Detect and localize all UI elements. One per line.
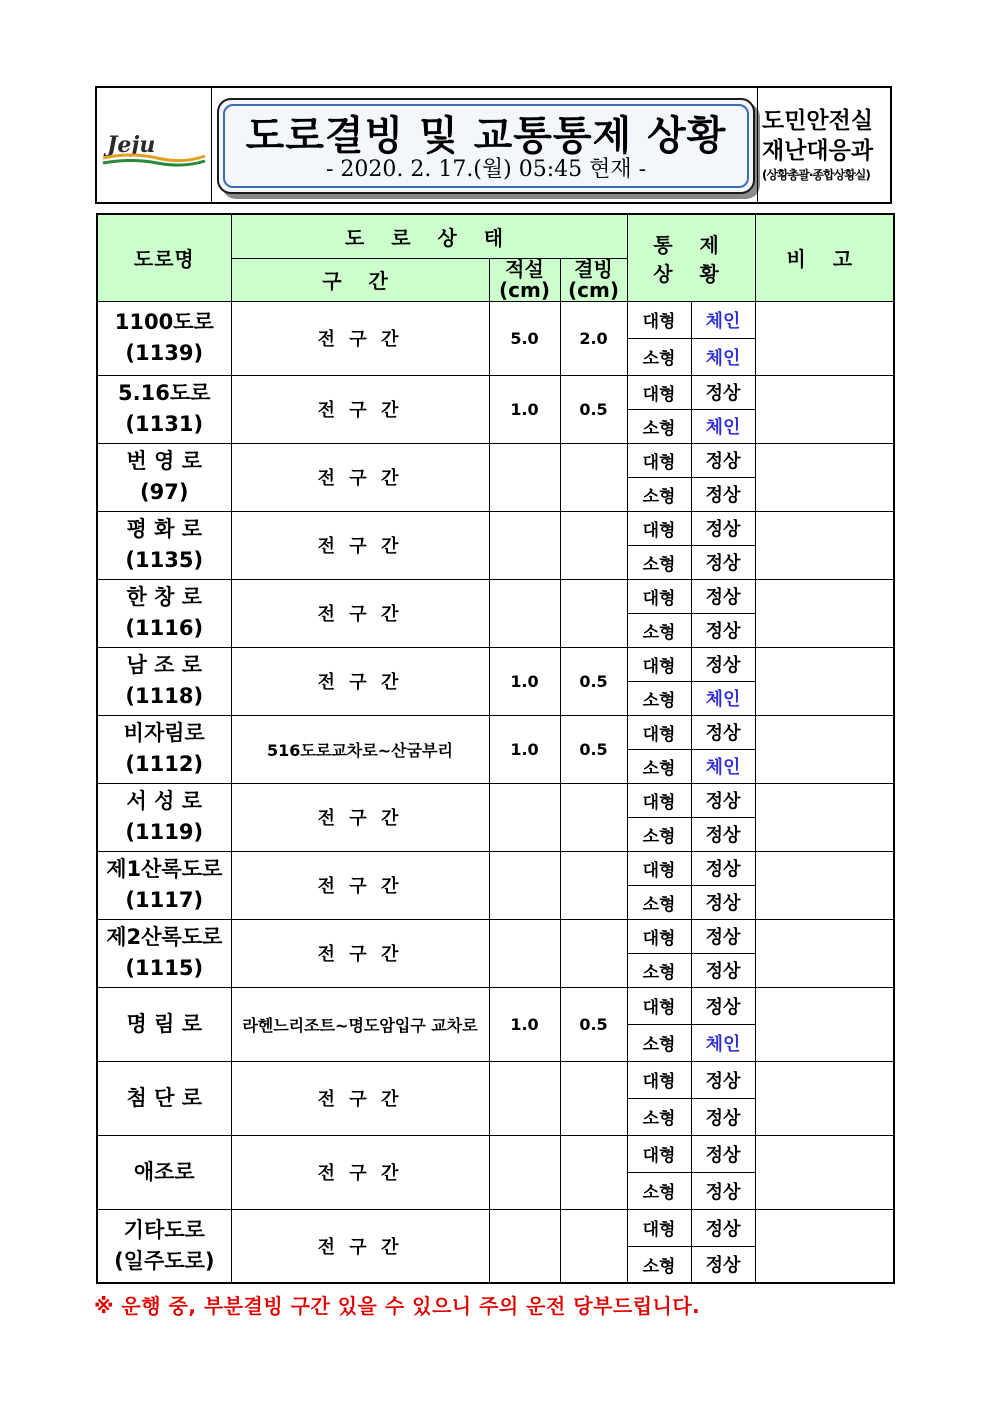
vehicle-type-large: 대형 [627, 987, 691, 1024]
road-name: 한 창 로 [126, 585, 202, 609]
table-row [97, 919, 894, 953]
road-name-cell [97, 1209, 231, 1283]
road-code: (1131) [125, 412, 204, 436]
vehicle-type-large: 대형 [627, 443, 691, 477]
remarks-cell [755, 375, 894, 443]
road-code: (1112) [125, 752, 204, 776]
vehicle-type-small: 소형 [627, 1246, 691, 1283]
section-cell: 516도로교차로~산굼부리 [231, 715, 489, 783]
section-cell: 전 구 간 [231, 783, 489, 851]
remarks-cell [755, 443, 894, 511]
status-large: 체인 [691, 301, 755, 338]
status-small: 체인 [691, 681, 755, 715]
vehicle-type-large: 대형 [627, 1135, 691, 1172]
road-name-cell [97, 375, 231, 443]
header-road-status: 도 로 상 태 [231, 214, 627, 258]
table-row [97, 715, 894, 749]
road-code: (97) [140, 480, 189, 504]
vehicle-type-small: 소형 [627, 545, 691, 579]
header-remarks: 비 고 [755, 214, 894, 301]
status-large: 정상 [691, 375, 755, 409]
section-cell: 전 구 간 [231, 579, 489, 647]
road-name: 비자림로 [123, 721, 205, 745]
vehicle-type-large: 대형 [627, 1209, 691, 1246]
status-small: 체인 [691, 1024, 755, 1061]
status-large: 정상 [691, 783, 755, 817]
remarks-cell [755, 511, 894, 579]
remarks-cell [755, 301, 894, 375]
status-small: 체인 [691, 338, 755, 375]
status-small: 정상 [691, 545, 755, 579]
section-cell: 전 구 간 [231, 851, 489, 919]
road-name: 남 조 로 [126, 653, 202, 677]
vehicle-type-small: 소형 [627, 409, 691, 443]
snow-cm-cell: 5.0 [489, 301, 560, 375]
remarks-cell [755, 1061, 894, 1135]
section-cell: 전 구 간 [231, 1061, 489, 1135]
ice-cm-cell: 0.5 [560, 375, 627, 443]
road-name-cell [97, 987, 231, 1061]
section-cell: 전 구 간 [231, 375, 489, 443]
vehicle-type-small: 소형 [627, 338, 691, 375]
status-large: 정상 [691, 647, 755, 681]
svg-text:Jeju: Jeju [107, 132, 156, 158]
table-row [97, 1135, 894, 1172]
road-name: 기타도로 [123, 1217, 205, 1242]
road-status-body [97, 301, 894, 1283]
header-ice [560, 258, 627, 301]
vehicle-type-large: 대형 [627, 919, 691, 953]
road-code: (1139) [125, 341, 204, 365]
snow-cm-cell: 1.0 [489, 715, 560, 783]
table-row [97, 375, 894, 409]
caution-notice: ※ 운행 중, 부분결빙 구간 있을 수 있으니 주의 운전 당부드립니다. [94, 1294, 701, 1318]
ice-cm-cell: 2.0 [560, 301, 627, 375]
ice-cm-cell: 0.5 [560, 715, 627, 783]
table-row [97, 443, 894, 477]
table-row [97, 1061, 894, 1098]
road-name-cell [97, 579, 231, 647]
road-code: (1118) [125, 684, 204, 708]
department-line-3: (상황총괄·종합상황실) [762, 168, 870, 182]
snow-cm-cell [489, 783, 560, 851]
road-code: (1116) [125, 616, 204, 640]
vehicle-type-large: 대형 [627, 511, 691, 545]
ice-cm-cell [560, 579, 627, 647]
vehicle-type-small: 소형 [627, 1172, 691, 1209]
road-code: (일주도로) [114, 1248, 215, 1273]
status-large: 정상 [691, 715, 755, 749]
road-name-cell [97, 301, 231, 375]
section-cell: 전 구 간 [231, 443, 489, 511]
vehicle-type-small: 소형 [627, 817, 691, 851]
section-cell: 전 구 간 [231, 301, 489, 375]
ice-cm-cell [560, 511, 627, 579]
status-small: 정상 [691, 885, 755, 919]
remarks-cell [755, 647, 894, 715]
table-row [97, 783, 894, 817]
snow-cm-cell [489, 1209, 560, 1283]
vehicle-type-large: 대형 [627, 851, 691, 885]
vehicle-type-small: 소형 [627, 1098, 691, 1135]
status-large: 정상 [691, 443, 755, 477]
snow-cm-cell: 1.0 [489, 987, 560, 1061]
header-ice-label: 결빙 [574, 256, 613, 281]
status-small: 정상 [691, 953, 755, 987]
header-snow-label: 적설 [505, 256, 544, 281]
status-large: 정상 [691, 851, 755, 885]
status-large: 정상 [691, 1135, 755, 1172]
department-line-2: 재난대응과 [762, 138, 874, 164]
snow-cm-cell [489, 1135, 560, 1209]
header-snow-unit: (cm) [499, 277, 550, 302]
header-snow [489, 258, 560, 301]
road-code: (1119) [125, 820, 204, 844]
snow-cm-cell [489, 851, 560, 919]
ice-cm-cell: 0.5 [560, 987, 627, 1061]
section-cell: 전 구 간 [231, 919, 489, 987]
status-small: 정상 [691, 1172, 755, 1209]
road-name: 첨 단 로 [126, 1085, 202, 1110]
road-code: (1115) [125, 956, 204, 980]
header-ice-unit: (cm) [568, 277, 619, 302]
road-name-cell [97, 511, 231, 579]
ice-cm-cell [560, 851, 627, 919]
section-cell: 전 구 간 [231, 511, 489, 579]
road-name: 1100도로 [114, 310, 214, 334]
snow-cm-cell [489, 511, 560, 579]
status-large: 정상 [691, 511, 755, 545]
snow-cm-cell [489, 1061, 560, 1135]
road-name: 번 영 로 [126, 449, 202, 473]
section-cell: 전 구 간 [231, 1209, 489, 1283]
logo-cell [97, 88, 212, 202]
road-name: 서 성 로 [126, 789, 202, 813]
road-name-cell [97, 647, 231, 715]
table-row [97, 1209, 894, 1246]
vehicle-type-large: 대형 [627, 647, 691, 681]
vehicle-type-small: 소형 [627, 681, 691, 715]
snow-cm-cell: 1.0 [489, 647, 560, 715]
road-code: (1135) [125, 548, 204, 572]
status-small: 정상 [691, 477, 755, 511]
department-cell [757, 88, 890, 202]
ice-cm-cell [560, 1209, 627, 1283]
vehicle-type-small: 소형 [627, 1024, 691, 1061]
status-small: 정상 [691, 1246, 755, 1283]
section-cell: 전 구 간 [231, 647, 489, 715]
status-small: 체인 [691, 749, 755, 783]
page-title: 도로결빙 및 교통통제 상황 [245, 113, 727, 159]
header-control-line2: 상 황 [653, 261, 729, 286]
header-section: 구 간 [231, 258, 489, 301]
road-name: 5.16도로 [118, 381, 211, 405]
table-row [97, 987, 894, 1024]
table-row [97, 851, 894, 885]
table-row [97, 511, 894, 545]
ice-cm-cell [560, 919, 627, 987]
document-header [95, 86, 892, 204]
ice-cm-cell [560, 783, 627, 851]
ice-cm-cell [560, 1135, 627, 1209]
status-small: 정상 [691, 1098, 755, 1135]
status-small: 체인 [691, 409, 755, 443]
vehicle-type-small: 소형 [627, 885, 691, 919]
status-large: 정상 [691, 1209, 755, 1246]
road-name-cell [97, 443, 231, 511]
snow-cm-cell [489, 443, 560, 511]
vehicle-type-large: 대형 [627, 375, 691, 409]
road-name: 제2산록도로 [106, 925, 223, 949]
road-code: (1117) [125, 888, 204, 912]
vehicle-type-small: 소형 [627, 749, 691, 783]
road-name-cell [97, 715, 231, 783]
road-name-cell [97, 783, 231, 851]
department-line-1: 도민안전실 [762, 108, 874, 134]
road-name: 제1산록도로 [106, 857, 223, 881]
road-name: 명 림 로 [126, 1011, 202, 1036]
road-name-cell [97, 919, 231, 987]
road-name: 평 화 로 [126, 517, 202, 541]
road-status-table [96, 213, 895, 1284]
remarks-cell [755, 1135, 894, 1209]
ice-cm-cell: 0.5 [560, 647, 627, 715]
snow-cm-cell: 1.0 [489, 375, 560, 443]
remarks-cell [755, 851, 894, 919]
remarks-cell [755, 715, 894, 783]
status-small: 정상 [691, 613, 755, 647]
table-row [97, 579, 894, 613]
snow-cm-cell [489, 579, 560, 647]
page-subtitle-date: - 2020. 2. 17.(월) 05:45 현재 - [325, 157, 647, 182]
ice-cm-cell [560, 443, 627, 511]
vehicle-type-large: 대형 [627, 579, 691, 613]
table-row [97, 647, 894, 681]
road-name-cell [97, 1061, 231, 1135]
status-small: 정상 [691, 817, 755, 851]
remarks-cell [755, 919, 894, 987]
vehicle-type-small: 소형 [627, 953, 691, 987]
header-road-name: 도로명 [97, 214, 231, 301]
road-name-cell [97, 1135, 231, 1209]
vehicle-type-large: 대형 [627, 715, 691, 749]
vehicle-type-small: 소형 [627, 477, 691, 511]
status-large: 정상 [691, 919, 755, 953]
ice-cm-cell [560, 1061, 627, 1135]
remarks-cell [755, 579, 894, 647]
status-large: 정상 [691, 987, 755, 1024]
status-large: 정상 [691, 579, 755, 613]
snow-cm-cell [489, 919, 560, 987]
vehicle-type-large: 대형 [627, 1061, 691, 1098]
header-control-status [627, 214, 755, 301]
header-control-line1: 통 제 [653, 232, 729, 257]
status-large: 정상 [691, 1061, 755, 1098]
vehicle-type-large: 대형 [627, 783, 691, 817]
vehicle-type-large: 대형 [627, 301, 691, 338]
section-cell: 라헨느리조트~명도암입구 교차로 [231, 987, 489, 1061]
title-box [217, 98, 755, 194]
section-cell: 전 구 간 [231, 1135, 489, 1209]
jeju-logo [101, 128, 207, 168]
remarks-cell [755, 783, 894, 851]
table-row [97, 301, 894, 338]
road-name-cell [97, 851, 231, 919]
vehicle-type-small: 소형 [627, 613, 691, 647]
remarks-cell [755, 987, 894, 1061]
remarks-cell [755, 1209, 894, 1283]
road-name: 애조로 [133, 1159, 195, 1184]
